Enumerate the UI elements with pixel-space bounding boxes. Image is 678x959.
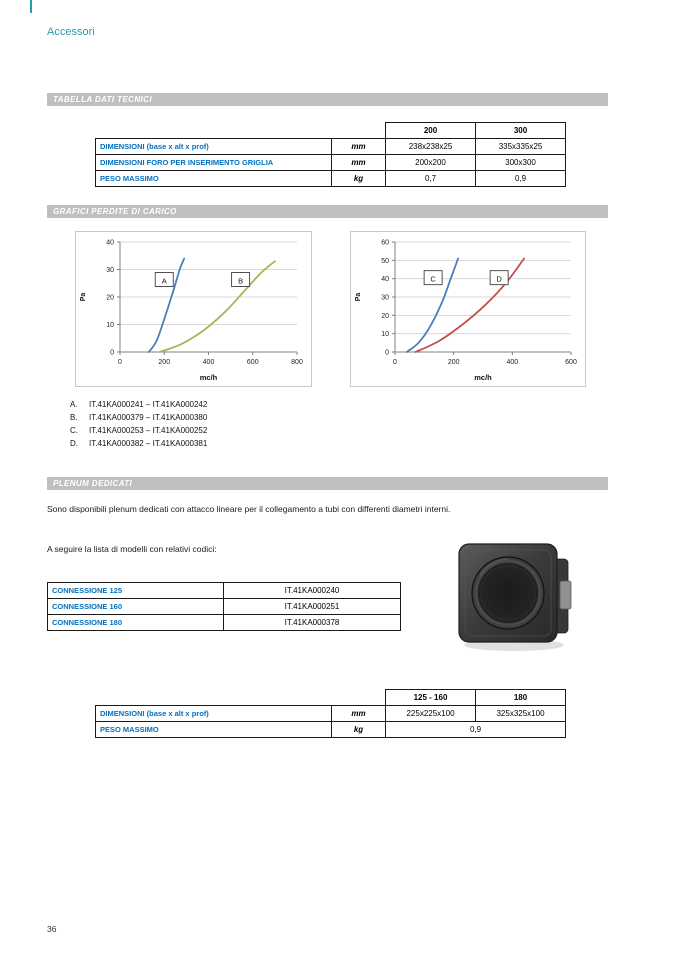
- svg-text:40: 40: [381, 276, 389, 284]
- connection-code: IT.41KA000378: [224, 615, 401, 631]
- table-row: [48, 583, 401, 599]
- plenum-dimensions-table: [95, 689, 566, 738]
- empty-cell: [332, 690, 386, 706]
- svg-text:mc/h: mc/h: [199, 373, 218, 382]
- svg-text:Pa: Pa: [355, 292, 362, 302]
- model-codes-list: [70, 398, 207, 450]
- list-item: [70, 398, 207, 411]
- spec-unit: mm: [332, 706, 386, 722]
- svg-text:0: 0: [110, 349, 114, 357]
- list-code: IT.41KA000382 – IT.41KA000381: [89, 439, 208, 448]
- svg-text:C: C: [430, 274, 436, 284]
- svg-text:10: 10: [381, 331, 389, 339]
- table-row: [48, 599, 401, 615]
- empty-cell: [332, 123, 386, 139]
- spec-value: 300x300: [476, 155, 566, 171]
- svg-text:B: B: [238, 276, 244, 286]
- spec-unit: kg: [332, 171, 386, 187]
- svg-text:30: 30: [106, 267, 114, 274]
- svg-text:40: 40: [106, 239, 114, 247]
- spec-unit: mm: [332, 139, 386, 155]
- spec-value: 0,9: [386, 722, 566, 738]
- technical-data-table: [95, 122, 566, 187]
- list-letter: A.: [70, 400, 78, 409]
- svg-text:D: D: [496, 274, 502, 284]
- table-row: [96, 171, 566, 187]
- table-row: [48, 615, 401, 631]
- list-item: [70, 424, 207, 437]
- column-header: 125 - 160: [386, 690, 476, 706]
- spec-value: 0,9: [476, 171, 566, 187]
- plenum-photo-illustration: [450, 535, 585, 655]
- spec-label: DIMENSIONI FORO PER INSERIMENTO GRIGLIA: [96, 155, 332, 171]
- spec-value: 238x238x25: [386, 139, 476, 155]
- connection-code: IT.41KA000251: [224, 599, 401, 615]
- svg-text:0: 0: [118, 359, 122, 366]
- connection-label: CONNESSIONE 125: [48, 583, 224, 599]
- table-header-row: [96, 123, 566, 139]
- spec-label: PESO MASSIMO: [96, 722, 332, 738]
- plenum-product-image: [450, 535, 585, 655]
- svg-text:0: 0: [393, 359, 397, 366]
- empty-cell: [96, 690, 332, 706]
- svg-text:600: 600: [565, 359, 577, 366]
- section-title-technical-data: TABELLA DATI TECNICI: [47, 93, 608, 106]
- spec-value: 225x225x100: [386, 706, 476, 722]
- pressure-drop-chart-cd: [350, 231, 586, 387]
- table-row: [96, 706, 566, 722]
- list-item: [70, 437, 207, 450]
- pressure-drop-chart-ab: [75, 231, 312, 387]
- connection-label: CONNESSIONE 160: [48, 599, 224, 615]
- svg-text:400: 400: [202, 359, 215, 366]
- table-row: [96, 139, 566, 155]
- svg-text:800: 800: [291, 359, 303, 366]
- spec-value: 0,7: [386, 171, 476, 187]
- spec-value: 200x200: [386, 155, 476, 171]
- table-row: [96, 722, 566, 738]
- svg-text:600: 600: [246, 359, 259, 366]
- spec-label: PESO MASSIMO: [96, 171, 332, 187]
- table-row: [96, 155, 566, 171]
- spec-value: 335x335x25: [476, 139, 566, 155]
- svg-text:200: 200: [158, 359, 171, 366]
- list-code: IT.41KA000379 – IT.41KA000380: [89, 413, 208, 422]
- connection-codes-table: [47, 582, 401, 631]
- page-number: 36: [47, 924, 57, 934]
- svg-text:Pa: Pa: [80, 292, 87, 302]
- section-title-plenum: PLENUM DEDICATI: [47, 477, 608, 490]
- list-code: IT.41KA000253 – IT.41KA000252: [89, 426, 208, 435]
- list-letter: B.: [70, 413, 78, 422]
- table-header-row: [96, 690, 566, 706]
- svg-text:mc/h: mc/h: [474, 373, 492, 382]
- spec-unit: kg: [332, 722, 386, 738]
- svg-text:10: 10: [106, 322, 114, 329]
- svg-text:30: 30: [381, 294, 389, 302]
- empty-cell: [96, 123, 332, 139]
- svg-text:0: 0: [385, 349, 389, 357]
- spec-unit: mm: [332, 155, 386, 171]
- svg-text:400: 400: [506, 359, 519, 366]
- svg-text:20: 20: [381, 312, 389, 320]
- svg-text:60: 60: [381, 239, 389, 247]
- page-title: Accessori: [47, 26, 95, 38]
- list-code: IT.41KA000241 – IT.41KA000242: [89, 400, 208, 409]
- spec-label: DIMENSIONI (base x alt x prof): [96, 706, 332, 722]
- plenum-list-intro: A seguire la lista di modelli con relativi codici:: [47, 544, 217, 554]
- column-header: 200: [386, 123, 476, 139]
- connection-label: CONNESSIONE 180: [48, 615, 224, 631]
- list-item: [70, 411, 207, 424]
- connection-code: IT.41KA000240: [224, 583, 401, 599]
- svg-text:50: 50: [381, 257, 389, 265]
- spec-label: DIMENSIONI (base x alt x prof): [96, 139, 332, 155]
- svg-text:200: 200: [447, 359, 460, 366]
- svg-text:20: 20: [106, 294, 114, 302]
- spec-value: 325x325x100: [476, 706, 566, 722]
- page-corner-mark: [30, 0, 32, 13]
- list-letter: C.: [70, 426, 78, 435]
- svg-text:A: A: [161, 276, 167, 286]
- column-header: 180: [476, 690, 566, 706]
- column-header: 300: [476, 123, 566, 139]
- list-letter: D.: [70, 439, 78, 448]
- plenum-description: Sono disponibili plenum dedicati con attacco lineare per il collegamento a tubi con differenti diametri interni.: [47, 504, 451, 514]
- section-title-pressure-drop-charts: GRAFICI PERDITE DI CARICO: [47, 205, 608, 218]
